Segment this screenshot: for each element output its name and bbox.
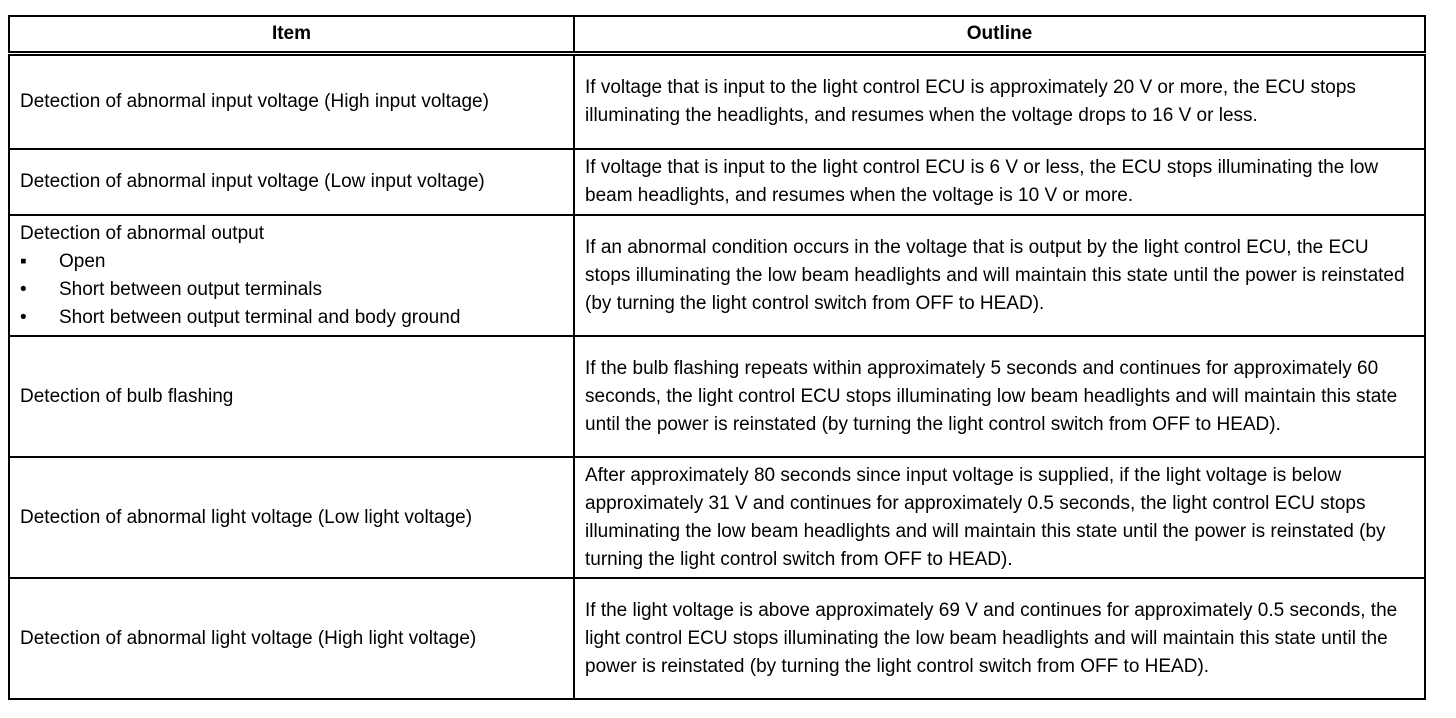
column-header-outline: Outline xyxy=(574,16,1425,54)
outline-cell: If the light voltage is above approximately 69 V and continues for approximately 0.5 seconds, the light control ECU stops illuminating the low beam headlights and will maintain this state until the power is reinstated (by turning the light control switch from OFF to HEAD). xyxy=(574,578,1425,699)
table-row xyxy=(9,215,1425,336)
item-cell: Detection of abnormal input voltage (Low input voltage) xyxy=(9,149,574,215)
table-row xyxy=(9,578,1425,699)
item-cell: Detection of abnormal light voltage (High light voltage) xyxy=(9,578,574,699)
item-cell: Detection of abnormal input voltage (High input voltage) xyxy=(9,54,574,150)
column-header-item: Item xyxy=(9,16,574,54)
condition-list xyxy=(20,248,563,332)
outline-cell: If voltage that is input to the light control ECU is approximately 20 V or more, the ECU stops illuminating the headlights, and resumes when the voltage drops to 16 V or less. xyxy=(574,54,1425,150)
table-header-row xyxy=(9,16,1425,54)
list-item: ▪ Open xyxy=(20,248,563,276)
detection-outline-table xyxy=(8,15,1426,700)
list-item: • Short between output terminals xyxy=(20,276,563,304)
item-cell: Detection of abnormal light voltage (Low light voltage) xyxy=(9,457,574,578)
outline-cell: If the bulb flashing repeats within approximately 5 seconds and continues for approximately 60 seconds, the light control ECU stops illuminating low beam headlights and will maintain this state until the power is reinstated (by turning the light control switch from OFF to HEAD). xyxy=(574,336,1425,457)
item-cell xyxy=(9,215,574,336)
item-title: Detection of abnormal output xyxy=(20,222,264,244)
outline-cell: After approximately 80 seconds since input voltage is supplied, if the light voltage is below approximately 31 V and continues for approximately 0.5 seconds, the light control ECU stops illuminating the low beam headlights and will maintain this state until the power is reinstated (by turning the light control switch from OFF to HEAD). xyxy=(574,457,1425,578)
outline-cell: If voltage that is input to the light control ECU is 6 V or less, the ECU stops illuminating the low beam headlights, and resumes when the voltage is 10 V or more. xyxy=(574,149,1425,215)
outline-cell: If an abnormal condition occurs in the voltage that is output by the light control ECU, the ECU stops illuminating the low beam headlights and will maintain this state until the power is reinstated (by turning the light control switch from OFF to HEAD). xyxy=(574,215,1425,336)
item-cell: Detection of bulb flashing xyxy=(9,336,574,457)
list-item: • Short between output terminal and body ground xyxy=(20,304,563,332)
table-row xyxy=(9,336,1425,457)
table-row xyxy=(9,149,1425,215)
table-row xyxy=(9,457,1425,578)
table-row xyxy=(9,54,1425,150)
